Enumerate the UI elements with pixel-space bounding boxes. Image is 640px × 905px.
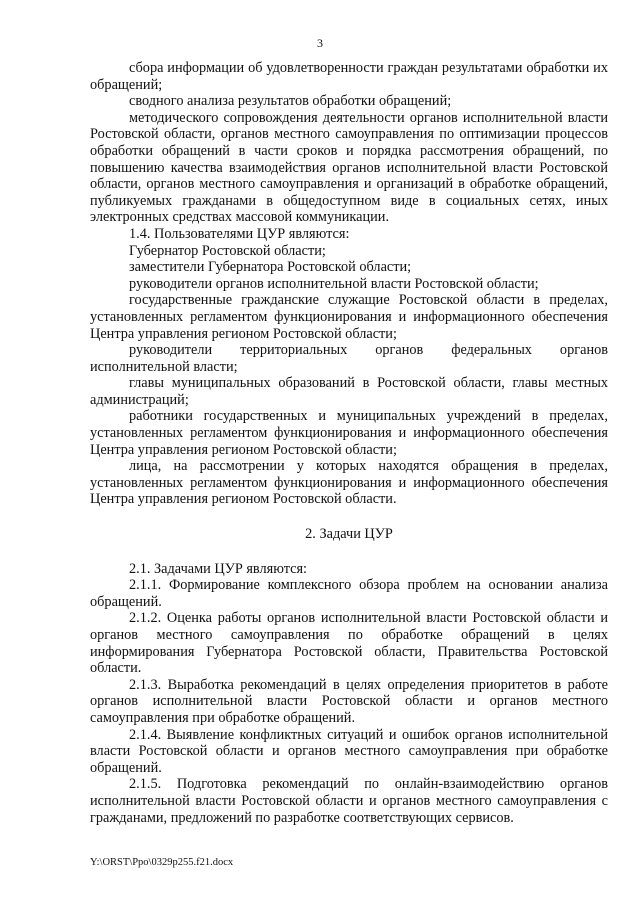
paragraph: работники государственных и муниципальных учреждений в пределах, установленных регламентом функционирования и информационного обеспечения Центра управления регионом Ростовской области; (90, 408, 608, 458)
paragraph: 2.1.4. Выявление конфликтных ситуаций и ошибок органов исполнительной власти Ростовской области и органов местного самоуправления при обработке обращений. (90, 726, 608, 776)
paragraph: сбора информации об удовлетворенности граждан результатами обработки их обращений; (90, 60, 608, 93)
paragraph: государственные гражданские служащие Ростовской области в пределах, установленных регламентом функционирования и информационного обеспечения Центра управления регионом Ростовской области; (90, 292, 608, 342)
footer-file-path: Y:\ORST\Ppo\0329p255.f21.docx (90, 857, 234, 868)
paragraph: 2.1.3. Выработка рекомендаций в целях определения приоритетов в работе органов исполнительной власти Ростовской области и органов местного самоуправления при обработке обращений. (90, 676, 608, 726)
paragraph: 2.1.1. Формирование комплексного обзора проблем на основании анализа обращений. (90, 577, 608, 610)
paragraph: лица, на рассмотрении у которых находятся обращения в пределах, установленных регламентом функционирования и информационного обеспечения Центра управления регионом Ростовской области. (90, 458, 608, 508)
section-heading: 2. Задачи ЦУР (305, 526, 393, 543)
paragraph: 2.1.2. Оценка работы органов исполнительной власти Ростовской области и органов местного самоуправления по обработке обращений в целях информирования Губернатора Ростовской области, Правительства Ростовской области. (90, 610, 608, 677)
page-number: 3 (317, 36, 323, 50)
paragraph: сводного анализа результатов обработки обращений; (129, 93, 452, 110)
paragraph: заместители Губернатора Ростовской области; (129, 259, 412, 276)
document-body (90, 60, 608, 826)
paragraph: руководители территориальных органов федеральных органов исполнительной власти; (90, 342, 608, 375)
paragraph: 2.1. Задачами ЦУР являются: (129, 560, 308, 577)
paragraph: 1.4. Пользователями ЦУР являются: (129, 225, 350, 242)
paragraph: методического сопровождения деятельности органов исполнительной власти Ростовской области, органов местного самоуправления по оптимизации процессов обработки обращений в части сроков и порядка рассмотрения обращений, по повышению качества взаимодействия органов исполнительной власти Ростовской области, органов местного самоуправления и организаций в обработке обращений, публикуемых гражданами в общедоступном виде в социальных сетях, иных электронных средствах массовой коммуникации. (90, 109, 608, 226)
paragraph: 2.1.5. Подготовка рекомендаций по онлайн-взаимодействию органов исполнительной власти Ростовской области и органов местного самоуправления с гражданами, предложений по разработке соответствующих сервисов. (90, 776, 608, 826)
paragraph: руководители органов исполнительной власти Ростовской области; (129, 275, 539, 292)
paragraph: главы муниципальных образований в Ростовской области, главы местных администраций; (90, 375, 608, 408)
paragraph: Губернатор Ростовской области; (129, 242, 326, 259)
